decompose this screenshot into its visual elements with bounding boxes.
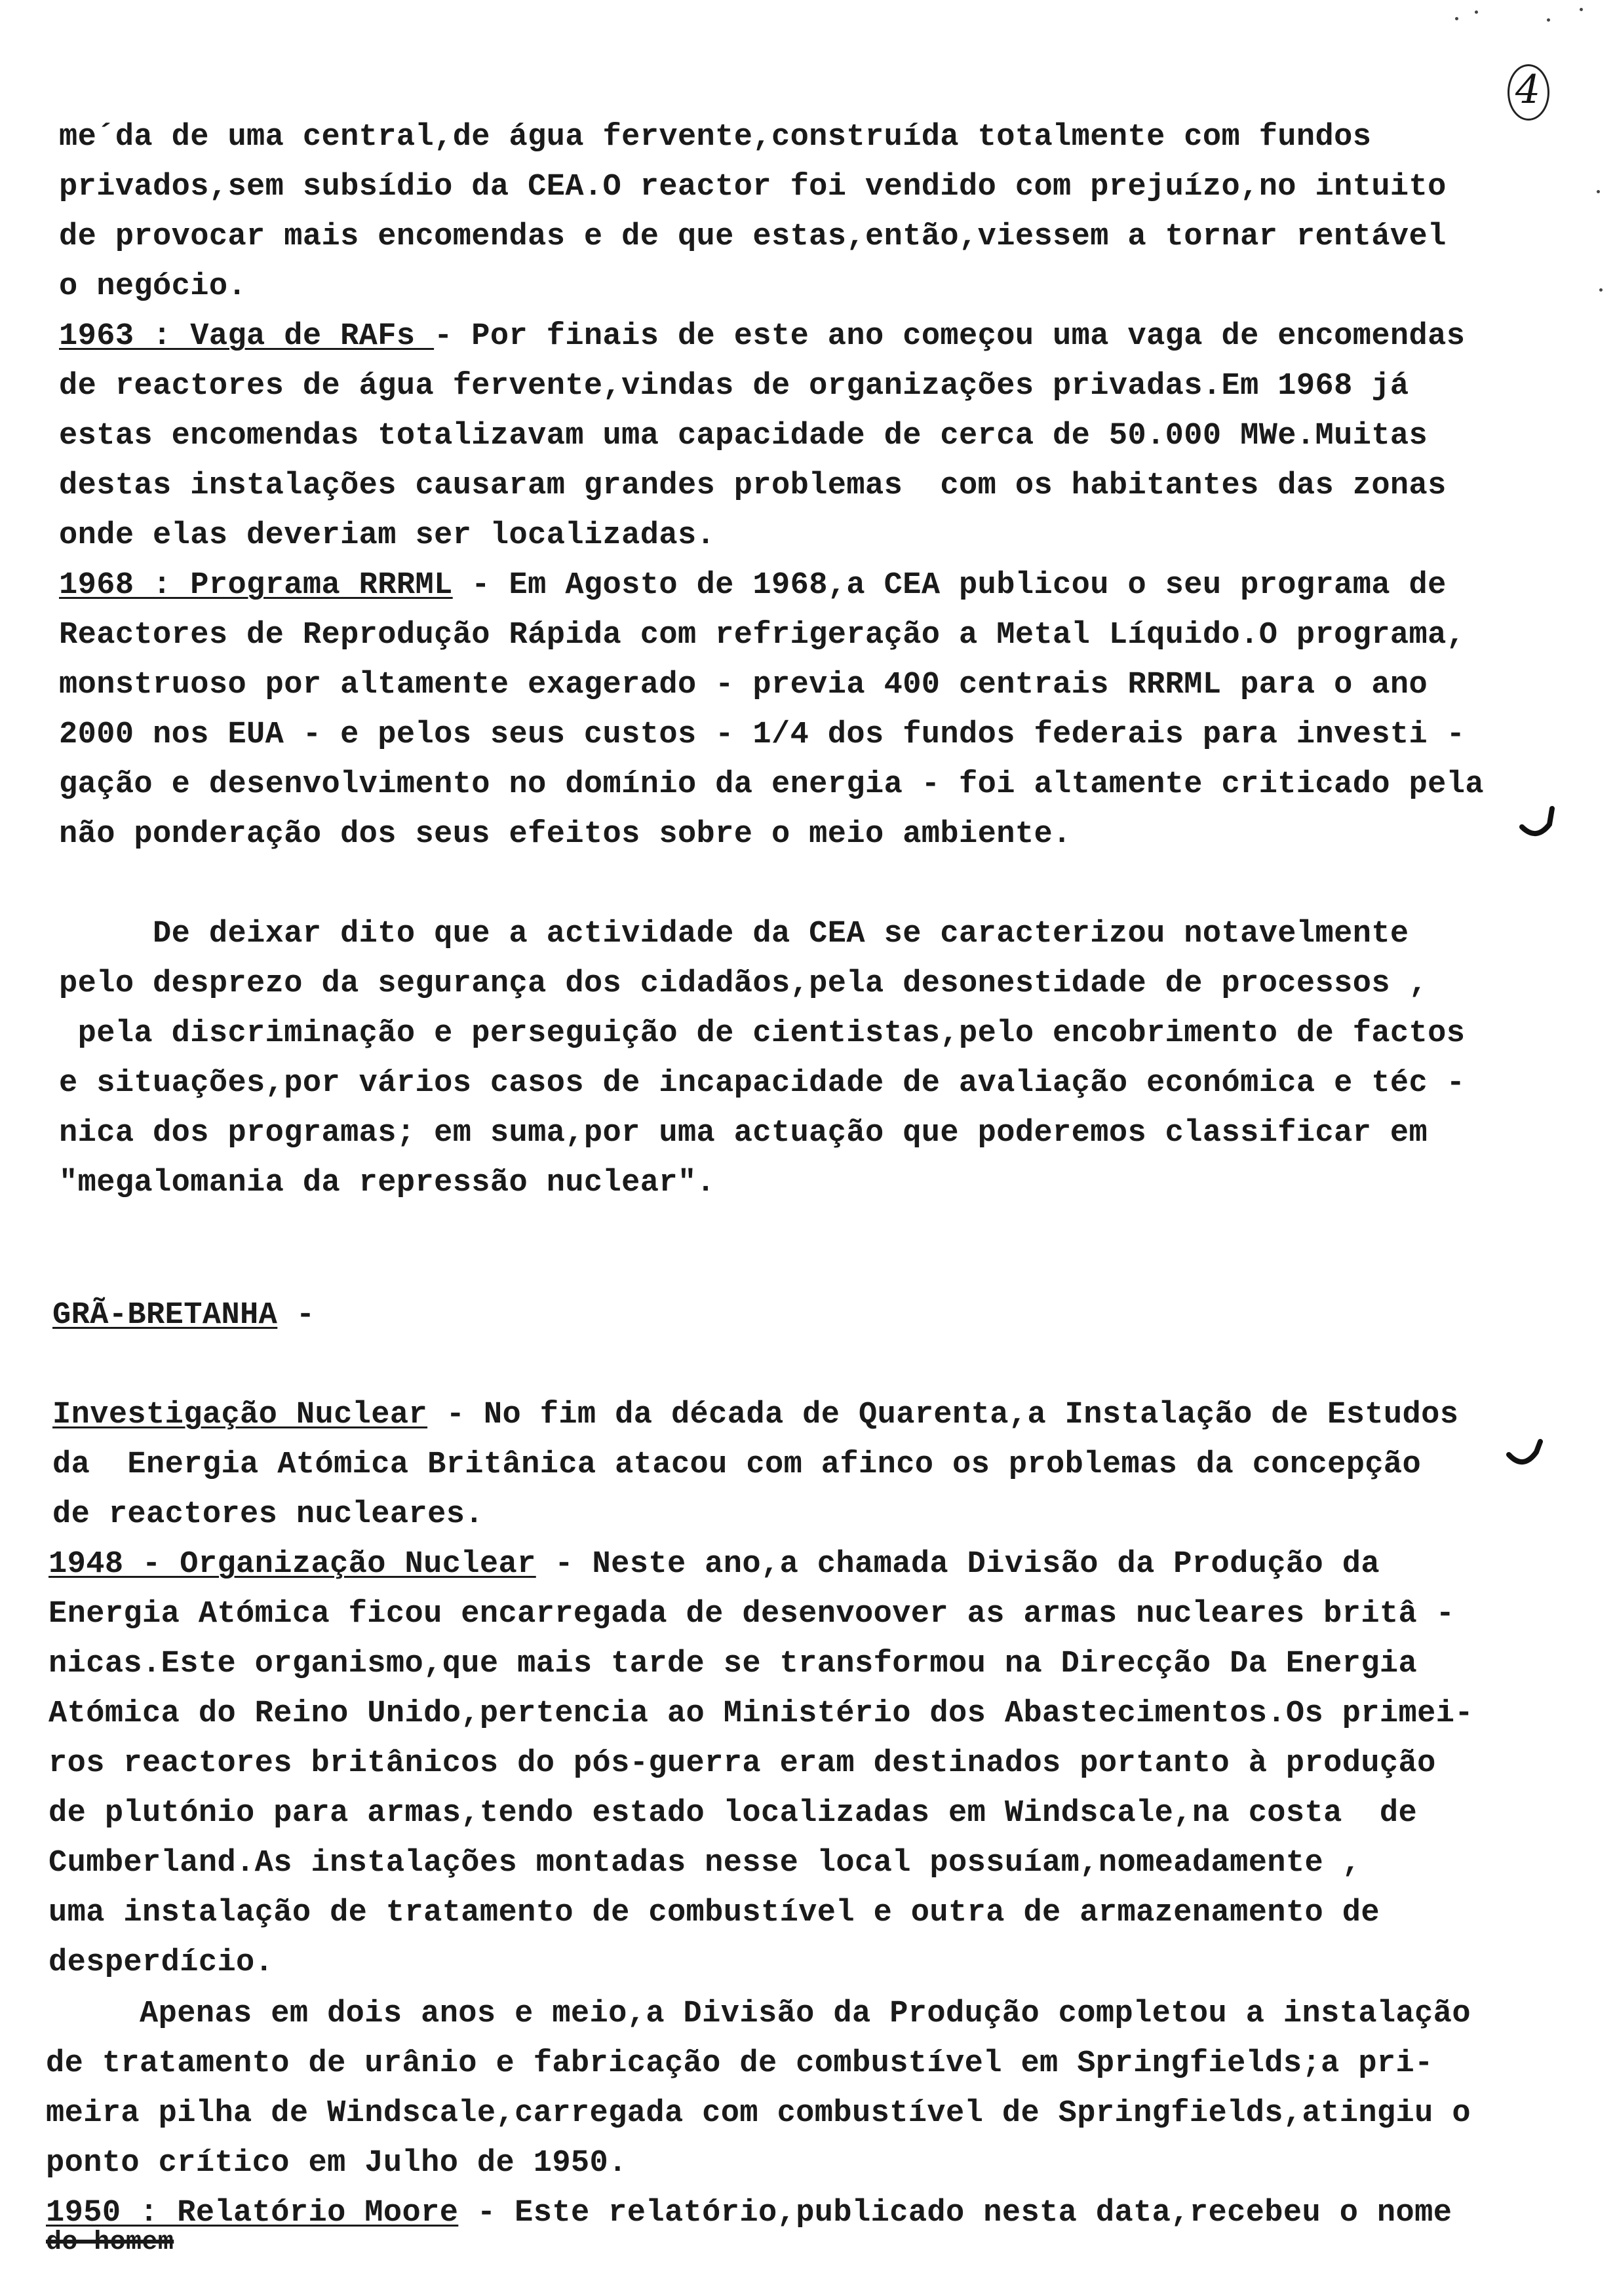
entry-1948-text: - Neste ano,a chamada Divisão da Produção da (535, 1547, 1380, 1582)
body-line: o negócio. (59, 269, 247, 304)
entry-1968-first-line (59, 566, 1447, 605)
scan-speck (1580, 8, 1583, 11)
body-line: Atómica do Reino Unido,pertencia ao Ministério dos Abastecimentos.Os primei- (49, 1696, 1473, 1731)
body-line: nica dos programas; em suma,por uma actuação que poderemos classificar em (59, 1116, 1428, 1151)
body-line: De deixar dito que a actividade da CEA se caracterizou notavelmente (59, 917, 1409, 951)
body-line: não ponderação dos seus efeitos sobre o meio ambiente. (59, 817, 1072, 852)
body-line: pela discriminação e perseguição de cientistas,pelo encobrimento de factos (59, 1016, 1466, 1051)
body-line: me´da de uma central,de água fervente,construída totalmente com fundos (59, 120, 1372, 155)
section-heading-dash: - (277, 1298, 315, 1333)
body-line: ponto crítico em Julho de 1950. (46, 2146, 627, 2181)
page-number-circle (1508, 64, 1549, 121)
section-heading (52, 1296, 315, 1335)
entry-1963-heading: 1963 : Vaga de RAFs (59, 319, 435, 354)
entry-1948-heading: 1948 - Organização Nuclear (49, 1547, 536, 1582)
body-line: pelo desprezo da segurança dos cidadãos,pela desonestidade de processos , (59, 966, 1428, 1001)
body-line: desperdício. (49, 1945, 274, 1980)
body-line: estas encomendas totalizavam uma capacidade de cerca de 50.000 MWe.Muitas (59, 419, 1428, 453)
scan-speck (1475, 10, 1478, 14)
entry-investigacao-text: - No fim da década de Quarenta,a Instalação de Estudos (427, 1398, 1459, 1432)
entry-1950-first-line (46, 2194, 1452, 2233)
entry-1950-text: - Este relatório,publicado nesta data,recebeu o nome (458, 2196, 1452, 2230)
body-line: destas instalações causaram grandes problemas com os habitantes das zonas (59, 469, 1447, 503)
body-line: monstruoso por altamente exagerado - previa 400 centrais RRRML para o ano (59, 668, 1428, 702)
entry-1968-heading: 1968 : Programa RRRML (59, 568, 453, 603)
paragraph-end-mark-icon (1505, 1439, 1544, 1478)
page-number (1505, 60, 1551, 119)
body-line: Apenas em dois anos e meio,a Divisão da Produção completou a instalação (46, 1997, 1471, 2031)
entry-investigacao-heading: Investigação Nuclear (52, 1398, 428, 1432)
entry-investigacao-first-line (52, 1396, 1458, 1435)
body-line: meira pilha de Windscale,carregada com combustível de Springfields,atingiu o (46, 2096, 1471, 2131)
struck-line (46, 2227, 174, 2259)
body-line: privados,sem subsídio da CEA.O reactor foi vendido com prejuízo,no intuito (59, 170, 1447, 204)
entry-1950-heading: 1950 : Relatório Moore (46, 2196, 459, 2230)
section-heading-text: GRÃ-BRETANHA (52, 1298, 278, 1333)
body-line: e situações,por vários casos de incapacidade de avaliação económica e téc - (59, 1066, 1466, 1101)
page-number-text: 4 (1515, 67, 1541, 113)
body-line: de reactores de água fervente,vindas de organizações privadas.Em 1968 já (59, 369, 1409, 404)
body-line: ros reactores britânicos do pós-guerra eram destinados portanto à produção (49, 1746, 1436, 1781)
scan-speck (1597, 190, 1600, 193)
scan-speck (1599, 288, 1603, 292)
struck-text: do homem (46, 2228, 174, 2257)
body-line: onde elas deveriam ser localizadas. (59, 518, 716, 553)
body-line: gação e desenvolvimento no domínio da energia - foi altamente criticado pela (59, 767, 1484, 802)
entry-1948-first-line (49, 1545, 1380, 1584)
paragraph-end-mark-icon (1518, 805, 1557, 844)
body-line: Reactores de Reprodução Rápida com refrigeração a Metal Líquido.O programa, (59, 618, 1466, 653)
entry-1963-text: - Por finais de este ano começou uma vaga de encomendas (434, 319, 1466, 354)
body-line: de provocar mais encomendas e de que estas,então,viessem a tornar rentável (59, 220, 1447, 254)
body-line: da Energia Atómica Britânica atacou com afinco os problemas da concepção (52, 1447, 1422, 1482)
entry-1963-first-line (59, 317, 1465, 356)
body-line: de tratamento de urânio e fabricação de combustível em Springfields;a pri- (46, 2046, 1433, 2081)
body-line: nicas.Este organismo,que mais tarde se transformou na Direcção Da Energia (49, 1647, 1418, 1681)
body-line: de plutónio para armas,tendo estado localizadas em Windscale,na costa de (49, 1796, 1418, 1831)
body-line: de reactores nucleares. (52, 1497, 484, 1532)
scan-speck (1547, 18, 1550, 22)
entry-1968-text: - Em Agosto de 1968,a CEA publicou o seu programa de (452, 568, 1447, 603)
body-line: "megalomania da repressão nuclear". (59, 1166, 716, 1200)
body-line: 2000 nos EUA - e pelos seus custos - 1/4 dos fundos federais para investi - (59, 718, 1466, 752)
body-line: Cumberland.As instalações montadas nesse local possuíam,nomeadamente , (49, 1846, 1361, 1881)
scan-speck (1455, 17, 1458, 20)
body-line: Energia Atómica ficou encarregada de desenvoover as armas nucleares britâ - (49, 1597, 1455, 1632)
body-line: uma instalação de tratamento de combustível e outra de armazenamento de (49, 1896, 1380, 1930)
